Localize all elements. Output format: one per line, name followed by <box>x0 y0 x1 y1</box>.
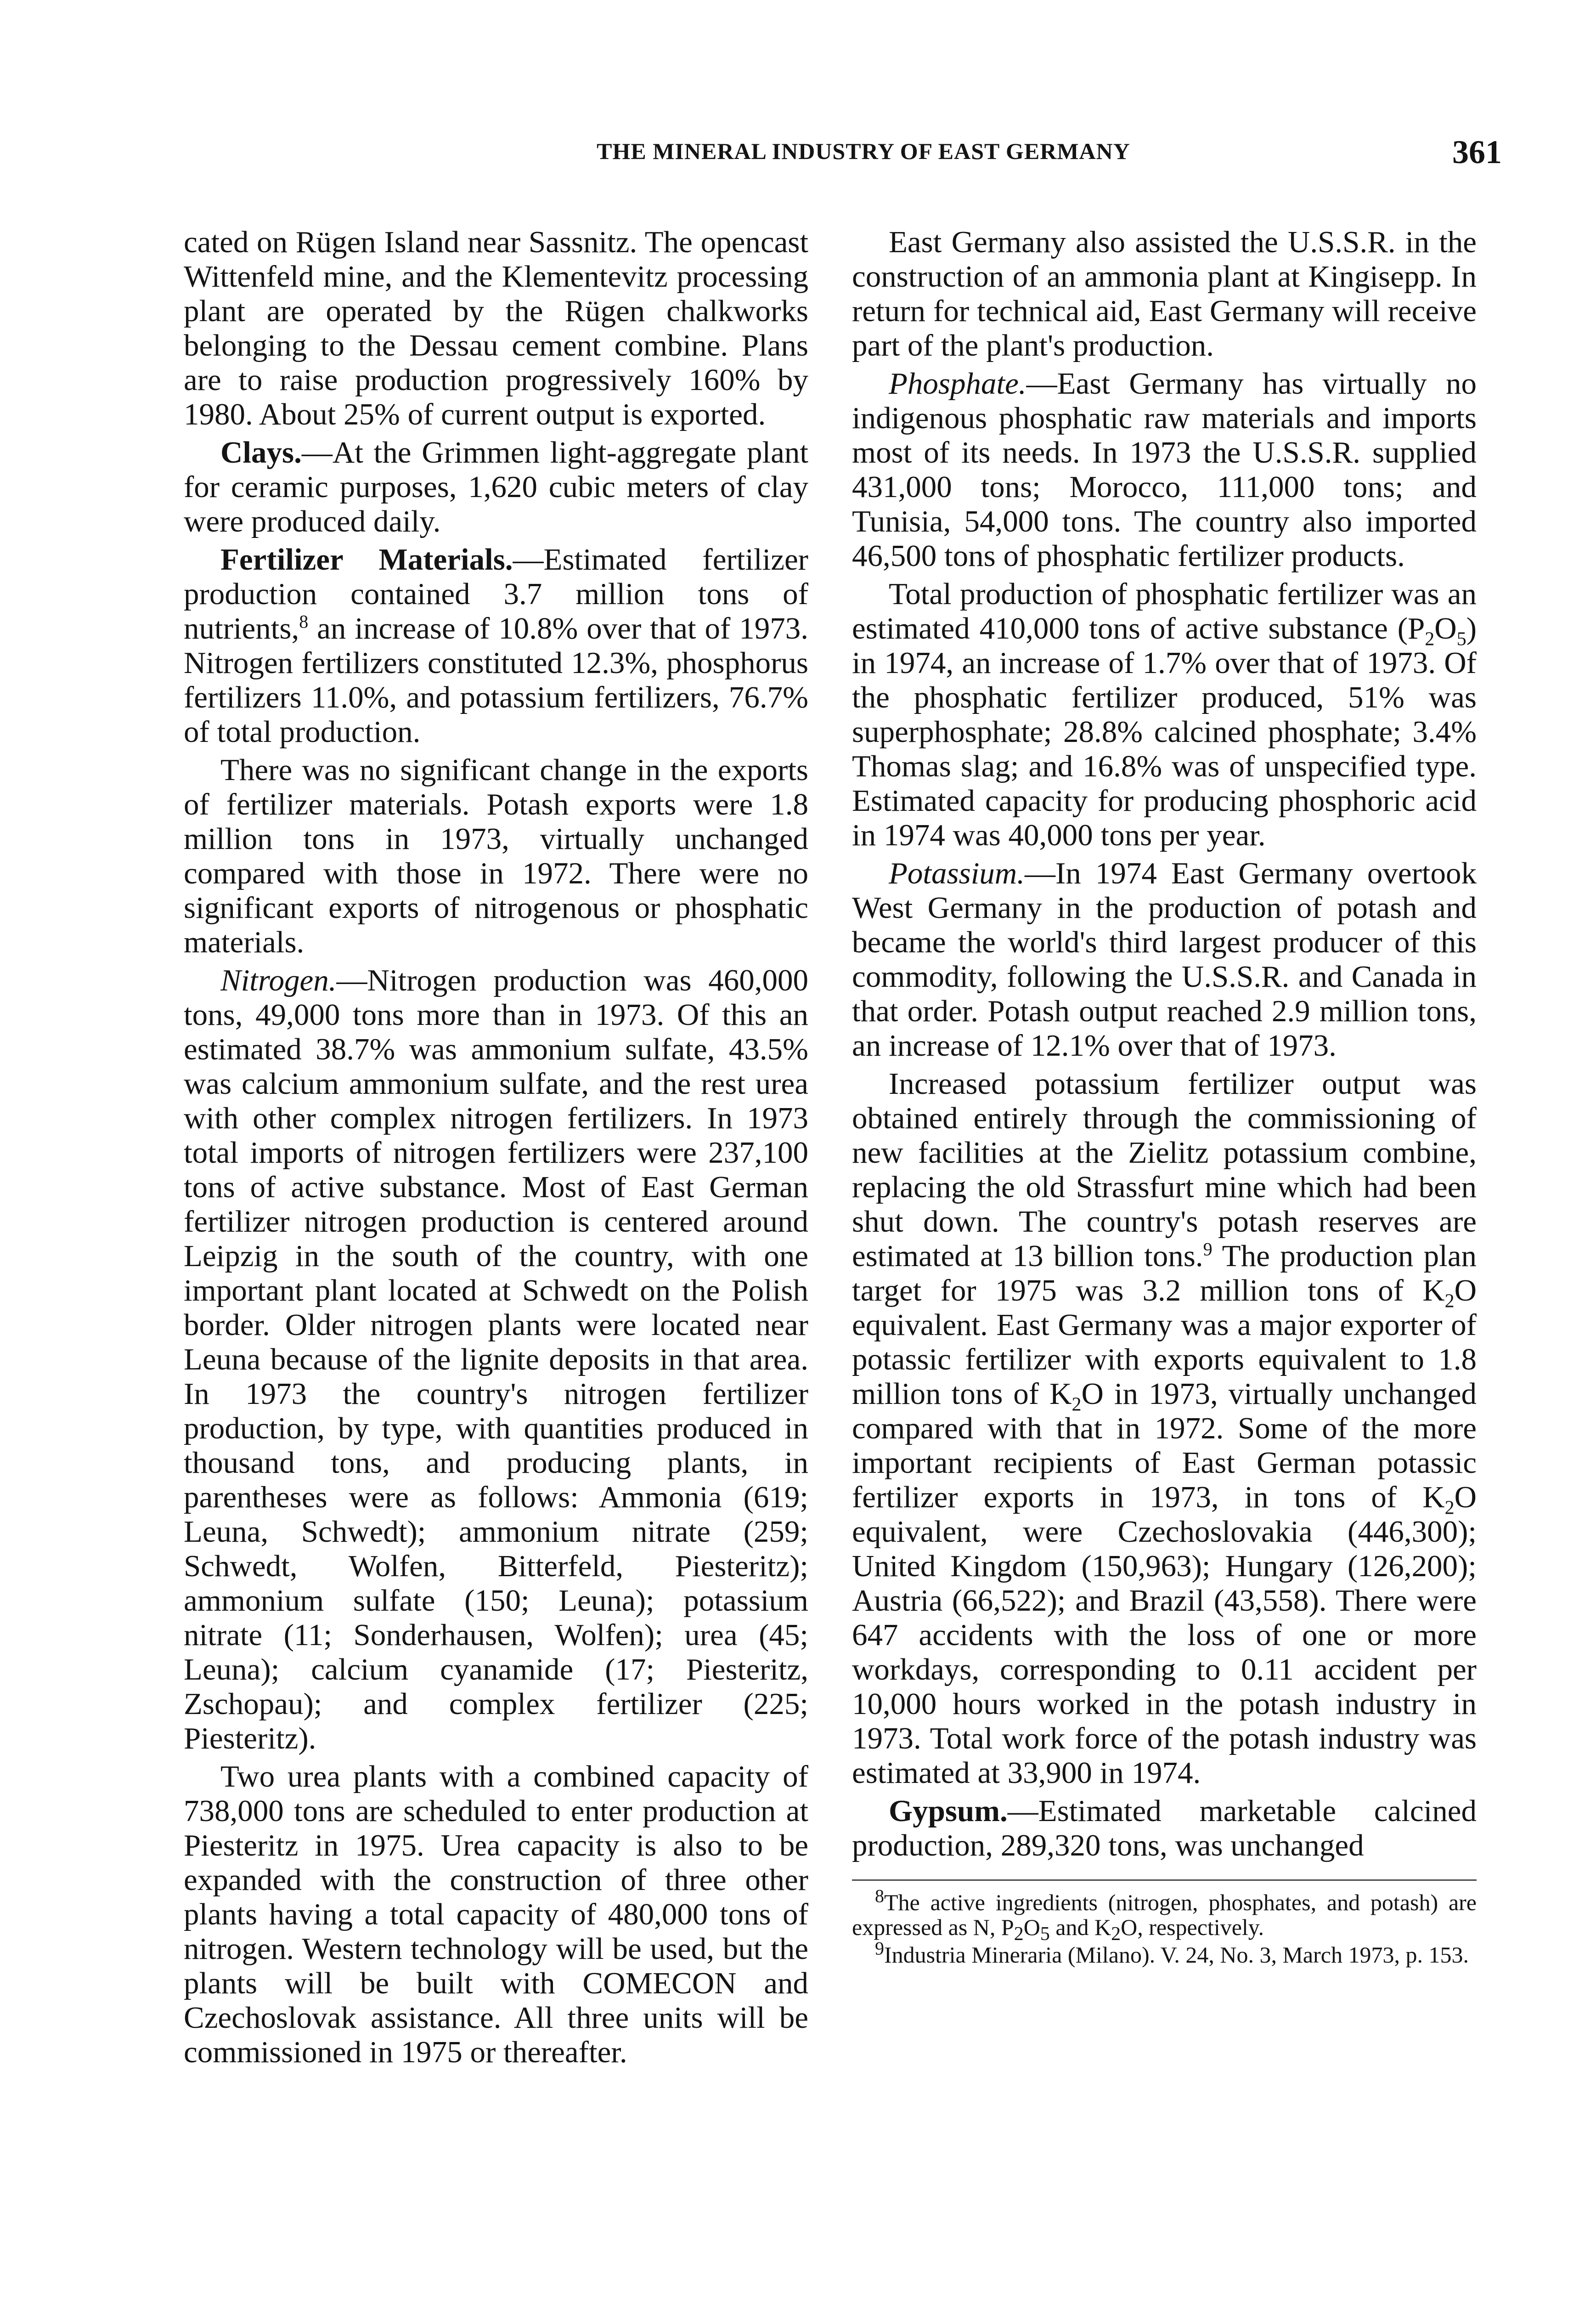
subscript: 5 <box>1456 628 1466 650</box>
gypsum-heading: Gypsum. <box>889 1794 1008 1828</box>
subscript: 2 <box>1444 1290 1455 1312</box>
footnote-ref-9: 9 <box>1203 1239 1213 1260</box>
running-title: THE MINERAL INDUSTRY OF EAST GERMANY <box>597 138 1130 164</box>
left-column <box>184 225 808 2073</box>
right-column <box>852 225 1477 1970</box>
paragraph-clays <box>184 436 808 539</box>
paragraph-continuation: cated on Rügen Island near Sassnitz. The opencast Wittenfeld mine, and the Klementevitz processing plant are operated by the Rügen chalkworks belonging to the Dessau cement combine. Plans are to raise production progressively 160% by 1980. About 25% of current output is exported. <box>184 225 808 431</box>
paragraph-exports: There was no significant change in the exports of fertilizer materials. Potash exports were 1.8 million tons in 1973, virtually unchanged compared with those in 1972. There were no significant exports of nitrogenous or phosphatic materials. <box>184 753 808 959</box>
fertilizer-text-b: an increase of 10.8% over that of 1973. Nitrogen fertilizers constituted 12.3%, phosphorus fertilizers 11.0%, and potassium fertilizers, 76.7% of total production. <box>184 611 808 749</box>
clays-heading: Clays. <box>220 436 302 470</box>
paragraph-gypsum <box>852 1794 1477 1863</box>
clays-text: —At the Grimmen light-aggregate plant for ceramic purposes, 1,620 cubic meters of clay were produced daily. <box>184 436 808 538</box>
fertilizer-text-a: —Estimated fertilizer production contained 3.7 million tons of nutrients, <box>184 543 808 645</box>
footnote-mark: 9 <box>875 1938 884 1959</box>
subscript: 2 <box>1072 1394 1082 1415</box>
total-text-b: ) in 1974, an increase of 1.7% over that of 1973. Of the phosphatic fertilizer produced, 51% was superphosphate; 28.8% calcined phosphate; 3.4% Thomas slag; and 16.8% was of unspecified type. Estimated capacity for producing phosphoric acid in 1974 was 40,000 tons per year. <box>852 611 1477 852</box>
paragraph-total-phosphatic <box>852 577 1477 853</box>
footnote-mark: 8 <box>875 1885 884 1907</box>
paragraph-phosphate <box>852 367 1477 573</box>
increased-text-a: Increased potassium fertilizer output was obtained entirely through the commissioning of new facilities at the Zielitz potassium combine, replacing the old Strassfurt mine which had been shut down. The country's potash reserves are estimated at 13 billion tons. <box>852 1067 1477 1273</box>
subscript: 2 <box>1111 1924 1121 1945</box>
total-text-a: Total production of phosphatic fertilizer was an estimated 410,000 tons of active substance (P <box>852 577 1477 645</box>
footnote-8-text-c: and K <box>1049 1914 1111 1940</box>
footnote-8-text-b: O <box>1023 1914 1040 1940</box>
potassium-heading: Potassium. <box>889 856 1025 890</box>
paragraph-nitrogen <box>184 963 808 1756</box>
footnote-ref-8: 8 <box>299 611 309 632</box>
subscript: 2 <box>1444 1497 1455 1519</box>
footnote-8 <box>852 1885 1477 1945</box>
nitrogen-text: —Nitrogen production was 460,000 tons, 49,000 tons more than in 1973. Of this an estimated 38.7% was ammonium sulfate, 43.5% was calcium ammonium sulfate, and the rest urea with other complex nitrogen fertilizers. In 1973 total imports of nitrogen fertilizers were 237,100 tons of active substance. Most of East German fertilizer nitrogen production is centered around Leipzig in the south of the country, with one important plant located at Schwedt on the Polish border. Older nitrogen plants were located near Leuna because of the lignite deposits in that area. In 1973 the country's nitrogen fertilizer production, by type, with quantities produced in thousand tons, and producing plants, in parentheses were as follows: Ammonia (619; Leuna, Schwedt); ammonium nitrate (259; Schwedt, Wolfen, Bitterfeld, Piesteritz); ammonium sulfate (150; Leuna); potassium nitrate (11; Sonderhausen, Wolfen); urea (45; Leuna); calcium cyanamide (17; Piesteritz, Zschopau); and complex fertilizer (225; Piesteritz). <box>184 963 808 1755</box>
increased-text-d: O in 1973, virtually unchanged compared with that in 1972. Some of the more important recipients of East German potassic fertilizer exports in 1973, in tons of K <box>852 1377 1477 1514</box>
total-text-mid: O <box>1434 611 1457 645</box>
phosphate-text: —East Germany has virtually no indigenous phosphatic raw materials and imports most of its needs. In 1973 the U.S.S.R. supplied 431,000 tons; Morocco, 111,000 tons; and Tunisia, 54,000 tons. The country also imported 46,500 tons of phosphatic fertilizer products. <box>852 367 1477 573</box>
footnote-9 <box>852 1938 1477 1968</box>
footnote-9-text: Industria Mineraria (Milano). V. 24, No. 3, March 1973, p. 153. <box>884 1942 1469 1968</box>
increased-text-c: O equivalent. East Germany was a major exporter of potassic fertilizer with exports equivalent to 1.8 million tons of K <box>852 1273 1477 1411</box>
nitrogen-heading: Nitrogen. <box>220 963 337 997</box>
gypsum-text: —Estimated marketable calcined production, 289,320 tons, was unchanged <box>852 1794 1477 1862</box>
footnote-8-text-a: The active ingredients (nitrogen, phosphates, and potash) are expressed as N, P <box>852 1890 1477 1940</box>
increased-text-e: O equivalent, were Czechoslovakia (446,300); United Kingdom (150,963); Hungary (126,200); Austria (66,522); and Brazil (43,558). There were 647 accidents with the loss of one or more workdays, corresponding to 0.11 accident per 10,000 hours worked in the potash industry in 1973. Total work force of the potash industry was estimated at 33,900 in 1974. <box>852 1480 1477 1790</box>
page-number: 361 <box>1452 134 1502 170</box>
increased-text-b: The production plan target for 1975 was 3.2 million tons of K <box>852 1239 1477 1307</box>
paragraph-fertilizer <box>184 543 808 749</box>
phosphate-heading: Phosphate. <box>889 367 1026 401</box>
subscript: 2 <box>1014 1924 1024 1945</box>
fertilizer-heading: Fertilizer Materials. <box>220 543 513 577</box>
paragraph-urea: Two urea plants with a combined capacity of 738,000 tons are scheduled to enter production at Piesteritz in 1975. Urea capacity is also to be expanded with the construction of three other plants having a total capacity of 480,000 tons of nitrogen. Western technology will be used, but the plants will be built with COMECON and Czechoslovak assistance. All three units will be commissioned in 1975 or thereafter. <box>184 1760 808 2069</box>
subscript: 2 <box>1425 628 1435 650</box>
paragraph-increased-potassium <box>852 1067 1477 1790</box>
footnotes <box>852 1879 1477 1967</box>
footnote-8-text-d: O, respectively. <box>1121 1914 1264 1940</box>
subscript: 5 <box>1040 1924 1050 1945</box>
paragraph-potassium <box>852 856 1477 1063</box>
paragraph-ussr: East Germany also assisted the U.S.S.R. in the construction of an ammonia plant at Kingisepp. In return for technical aid, East Germany will receive part of the plant's production. <box>852 225 1477 362</box>
potassium-text: —In 1974 East Germany overtook West Germany in the production of potash and became the world's third largest producer of this commodity, following the U.S.S.R. and Canada in that order. Potash output reached 2.9 million tons, an increase of 12.1% over that of 1973. <box>852 856 1477 1063</box>
